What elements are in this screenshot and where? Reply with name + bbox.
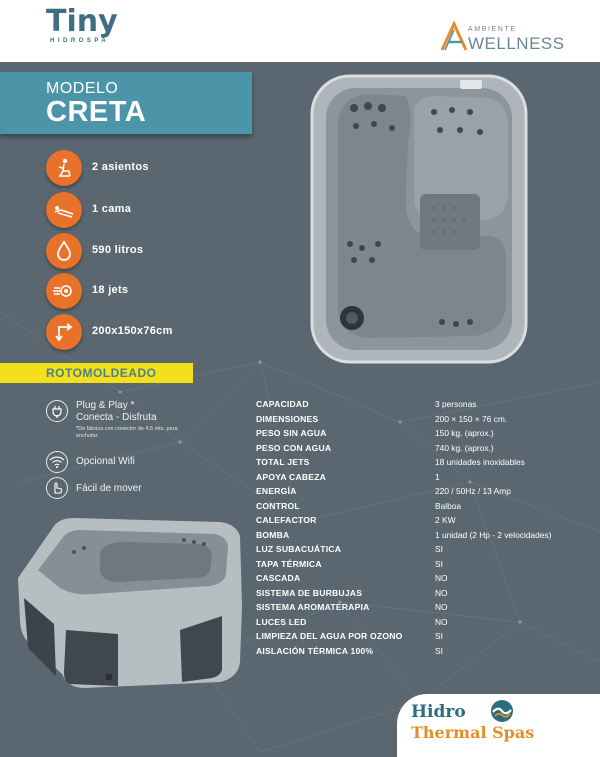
spec-key: BOMBA — [256, 529, 290, 540]
spec-value: 200 × 150 × 76 cm. — [435, 413, 508, 424]
spa-perspective-image — [14, 512, 246, 690]
spec-value: NO — [435, 573, 448, 583]
feature-jets-label: 18 jets — [92, 284, 129, 296]
spec-key: LUZ SUBACUÁTICA — [256, 544, 342, 554]
tiny-hidrospa-logo — [46, 6, 136, 44]
spa-top-view-image — [310, 74, 528, 364]
spec-key: SISTEMA DE BURBUJAS — [256, 587, 363, 598]
spec-value: 150 kg. (aprox.) — [435, 428, 494, 438]
spec-row — [256, 399, 596, 414]
dimensions-arrow-icon — [46, 314, 82, 350]
spec-key: TAPA TÉRMICA — [256, 558, 322, 569]
spec-key: PESO CON AGUA — [256, 442, 332, 453]
spec-value: 1 — [435, 471, 440, 482]
spec-value: NO — [435, 616, 448, 627]
spec-row — [256, 544, 596, 559]
spec-row — [256, 443, 596, 458]
spec-key: CASCADA — [256, 573, 301, 583]
spec-row — [256, 559, 596, 574]
wave-icon — [489, 698, 515, 724]
spec-value: SI — [435, 631, 443, 641]
jets-icon — [46, 273, 82, 309]
spec-row — [256, 472, 596, 487]
bed-icon — [46, 192, 82, 228]
spec-key: LUCES LED — [256, 616, 307, 627]
tiny-logo-sub: HIDROSPA — [50, 38, 110, 44]
spec-value: 3 personas — [435, 399, 477, 409]
ambiente-small-text: AMBIENTE — [468, 26, 517, 33]
hidro-thermal-logo — [397, 694, 600, 757]
spec-key: CONTROL — [256, 500, 300, 511]
spec-value: SI — [435, 558, 443, 569]
spec-row — [256, 530, 596, 545]
spec-key: PESO SIN AGUA — [256, 428, 327, 438]
feature-liters — [46, 233, 276, 269]
spec-value: SI — [435, 544, 443, 554]
spec-value: 2 KW — [435, 515, 456, 525]
spec-value: 18 unidades inoxidables — [435, 457, 525, 467]
feature-liters-label: 590 litros — [92, 244, 144, 256]
header — [0, 0, 600, 62]
rotomoldeado-text: ROTOMOLDEADO — [46, 366, 157, 380]
model-banner — [0, 72, 252, 134]
wellness-text: WELLNESS — [468, 34, 565, 53]
hand-pointer-icon — [46, 477, 68, 499]
move-text: Fácil de mover — [76, 483, 142, 494]
spec-value: 740 kg. (aprox.) — [435, 442, 494, 453]
spec-key: AISLACIÓN TÉRMICA 100% — [256, 645, 374, 656]
spec-table — [256, 399, 596, 660]
spec-key: DIMENSIONES — [256, 413, 319, 424]
plug-play-note: *De fábrica con conector de 4,5 mts. para enchufar. — [76, 426, 178, 439]
spec-row — [256, 646, 596, 661]
spec-value: NO — [435, 587, 448, 598]
extra-move — [46, 477, 256, 501]
feature-dimensions — [46, 314, 276, 350]
spec-row — [256, 414, 596, 429]
thermal-spas-text: Thermal Spas — [411, 723, 535, 742]
spec-row — [256, 588, 596, 603]
spec-key: APOYA CABEZA — [256, 471, 327, 482]
spec-value: Balboa — [435, 500, 462, 511]
tiny-logo-word: Tiny — [46, 4, 118, 39]
wifi-text: Opcional Wifi — [76, 456, 135, 467]
spec-row — [256, 486, 596, 501]
ambiente-wellness-logo — [440, 20, 590, 54]
spec-row — [256, 501, 596, 516]
plug-icon — [46, 400, 68, 422]
spec-key: TOTAL JETS — [256, 457, 310, 467]
plug-play-line1: Plug & Play * — [76, 400, 135, 411]
spec-row — [256, 457, 596, 472]
spec-key: ENERGÍA — [256, 486, 297, 496]
spec-row — [256, 631, 596, 646]
spec-row — [256, 602, 596, 617]
spec-row — [256, 428, 596, 443]
spec-key: CALEFACTOR — [256, 515, 317, 525]
rotomoldeado-banner — [0, 363, 193, 383]
seat-icon — [46, 150, 82, 186]
spec-value: NO — [435, 602, 448, 612]
ambiente-a-icon — [440, 20, 470, 52]
spec-key: SISTEMA AROMATERAPIA — [256, 602, 370, 612]
feature-seats — [46, 150, 276, 186]
spec-row — [256, 617, 596, 632]
hidro-text: Hidro — [411, 702, 466, 722]
spec-row — [256, 573, 596, 588]
feature-jets — [46, 273, 276, 309]
spec-row — [256, 515, 596, 530]
spec-key: LIMPIEZA DEL AGUA POR OZONO — [256, 631, 403, 641]
feature-bed-label: 1 cama — [92, 203, 132, 215]
extra-wifi — [46, 451, 256, 475]
model-name: CRETA — [46, 96, 147, 128]
spec-value: 1 unidad (2 Hp - 2 velocidades) — [435, 529, 552, 540]
model-label: MODELO — [46, 80, 119, 97]
spec-value: SI — [435, 645, 443, 656]
extra-plug-play — [46, 400, 256, 444]
wifi-icon — [46, 451, 68, 473]
plug-play-line2: Conecta - Disfruta — [76, 412, 157, 423]
feature-dimensions-label: 200x150x76cm — [92, 325, 173, 337]
spec-key: CAPACIDAD — [256, 399, 309, 409]
feature-seats-label: 2 asientos — [92, 161, 149, 173]
spec-value: 220 / 50Hz / 13 Amp — [435, 486, 511, 496]
feature-bed — [46, 192, 276, 228]
water-drop-icon — [46, 233, 82, 269]
